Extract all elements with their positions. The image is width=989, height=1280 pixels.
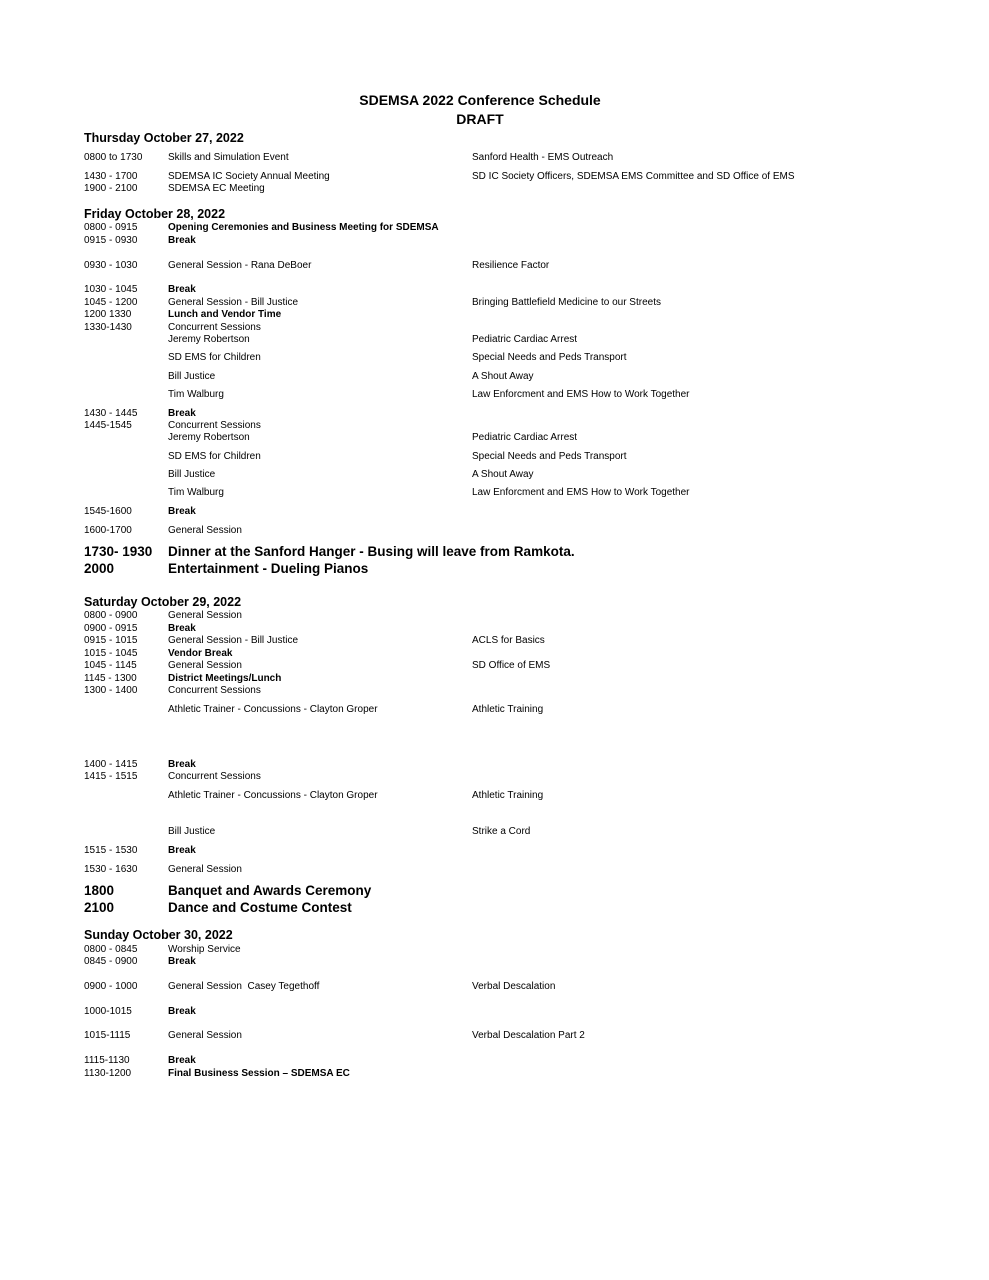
day-heading-thursday: Thursday October 27, 2022 — [84, 131, 244, 145]
schedule-row — [0, 420, 989, 432]
time-cell: 1445-1545 — [84, 420, 132, 431]
schedule-row — [0, 882, 989, 899]
event-cell: Vendor Break — [168, 648, 233, 659]
event-cell: Concurrent Sessions — [168, 322, 261, 333]
event-cell: General Session — [168, 864, 242, 875]
time-cell: 1415 - 1515 — [84, 771, 138, 782]
schedule-row — [0, 1055, 989, 1067]
event-cell: General Session Casey Tegethoff — [168, 981, 320, 992]
event-cell: Skills and Simulation Event — [168, 152, 289, 163]
schedule-row — [0, 1068, 989, 1080]
schedule-row — [0, 759, 989, 771]
schedule-row — [0, 864, 989, 876]
event-cell: General Session — [168, 525, 242, 536]
schedule-row — [0, 704, 989, 716]
event-cell: General Session — [168, 1030, 242, 1041]
time-cell: 1330-1430 — [84, 322, 132, 333]
event-cell: Concurrent Sessions — [168, 771, 261, 782]
schedule-row — [0, 469, 989, 481]
time-cell: 0800 - 0915 — [84, 222, 138, 233]
schedule-row — [0, 648, 989, 660]
time-cell: 1600-1700 — [84, 525, 132, 536]
schedule-row — [0, 899, 989, 916]
event-cell: Break — [168, 1006, 196, 1017]
time-cell: 0930 - 1030 — [84, 260, 138, 271]
event-cell: Tim Walburg — [168, 389, 224, 400]
event-cell: Athletic Trainer - Concussions - Clayton Groper — [168, 704, 378, 715]
time-cell: 0900 - 1000 — [84, 981, 138, 992]
event-cell: District Meetings/Lunch — [168, 673, 282, 684]
time-cell: 1430 - 1700 — [84, 171, 138, 182]
time-cell: 0800 - 0845 — [84, 944, 138, 955]
detail-cell: Pediatric Cardiac Arrest — [472, 432, 578, 443]
event-cell: Break — [168, 845, 196, 856]
time-cell: 1545-1600 — [84, 506, 132, 517]
schedule-row — [0, 352, 989, 364]
schedule-row — [0, 260, 989, 272]
detail-cell: SD Office of EMS — [472, 660, 551, 671]
detail-cell: Special Needs and Peds Transport — [472, 352, 627, 363]
detail-cell: ACLS for Basics — [472, 635, 545, 646]
event-cell: General Session — [168, 660, 242, 671]
detail-cell: Verbal Descalation — [472, 981, 556, 992]
time-cell: 1900 - 2100 — [84, 183, 138, 194]
time-cell: 1015 - 1045 — [84, 648, 138, 659]
time-cell: 1515 - 1530 — [84, 845, 138, 856]
time-cell: 1045 - 1200 — [84, 297, 138, 308]
event-cell: Break — [168, 759, 196, 770]
schedule-row — [0, 487, 989, 499]
schedule-row — [0, 371, 989, 383]
day-heading-sunday: Sunday October 30, 2022 — [84, 928, 233, 942]
event-cell: Tim Walburg — [168, 487, 224, 498]
schedule-row — [0, 322, 989, 334]
schedule-row — [0, 660, 989, 672]
schedule-row — [0, 506, 989, 518]
schedule-row — [0, 944, 989, 956]
schedule-row — [0, 826, 989, 838]
event-cell: SD EMS for Children — [168, 352, 261, 363]
schedule-row — [0, 685, 989, 697]
detail-cell: Athletic Training — [472, 790, 544, 801]
event-cell: Break — [168, 506, 196, 517]
time-cell: 1145 - 1300 — [84, 673, 137, 684]
event-cell: SDEMSA IC Society Annual Meeting — [168, 171, 330, 182]
event-cell: Bill Justice — [168, 826, 216, 837]
detail-cell: Sanford Health - EMS Outreach — [472, 152, 614, 163]
schedule-row — [0, 309, 989, 321]
schedule-row — [0, 956, 989, 968]
time-cell: 1030 - 1045 — [84, 284, 138, 295]
event-cell: Break — [168, 284, 196, 295]
time-cell: 1800 — [84, 883, 115, 898]
day-heading-friday: Friday October 28, 2022 — [84, 207, 226, 221]
page-title: SDEMSA 2022 Conference Schedule — [359, 92, 601, 108]
event-cell: Concurrent Sessions — [168, 685, 261, 696]
event-cell: SDEMSA EC Meeting — [168, 183, 265, 194]
event-cell: Worship Service — [168, 944, 241, 955]
event-cell: Athletic Trainer - Concussions - Clayton Groper — [168, 790, 378, 801]
event-cell: Opening Ceremonies and Business Meeting for SDEMSA — [168, 222, 439, 233]
detail-cell: A Shout Away — [472, 371, 534, 382]
time-cell: 1115-1130 — [84, 1055, 130, 1066]
schedule-row — [0, 235, 989, 247]
time-cell: 0900 - 0915 — [84, 623, 138, 634]
schedule-row — [0, 451, 989, 463]
event-cell: Final Business Session – SDEMSA EC — [168, 1068, 350, 1079]
schedule-row — [0, 183, 989, 195]
schedule-row — [0, 171, 989, 183]
schedule-row — [0, 1006, 989, 1018]
event-cell: Concurrent Sessions — [168, 420, 261, 431]
detail-cell: Bringing Battlefield Medicine to our Streets — [472, 297, 661, 308]
schedule-row — [0, 1030, 989, 1042]
time-cell: 0915 - 1015 — [84, 635, 138, 646]
event-cell: Entertainment - Dueling Pianos — [168, 561, 369, 576]
schedule-row — [0, 222, 989, 234]
event-cell: Jeremy Robertson — [168, 432, 250, 443]
detail-cell: Pediatric Cardiac Arrest — [472, 334, 578, 345]
event-cell: Bill Justice — [168, 371, 216, 382]
schedule-row — [0, 771, 989, 783]
event-cell: Dance and Costume Contest — [168, 900, 352, 915]
detail-cell: Special Needs and Peds Transport — [472, 451, 627, 462]
event-cell: Break — [168, 956, 196, 967]
schedule-row — [0, 152, 989, 164]
time-cell: 2100 — [84, 900, 115, 915]
detail-cell: Resilience Factor — [472, 260, 550, 271]
detail-cell: Verbal Descalation Part 2 — [472, 1030, 585, 1041]
time-cell: 0915 - 0930 — [84, 235, 138, 246]
event-cell: Break — [168, 623, 196, 634]
time-cell: 1130-1200 — [84, 1068, 132, 1079]
schedule-row — [0, 432, 989, 444]
detail-cell: Law Enforcment and EMS How to Work Together — [472, 487, 690, 498]
time-cell: 1015-1115 — [84, 1030, 131, 1041]
detail-cell: SD IC Society Officers, SDEMSA EMS Committee and SD Office of EMS — [472, 171, 795, 182]
event-cell: Banquet and Awards Ceremony — [168, 883, 372, 898]
schedule-row — [0, 981, 989, 993]
schedule-row — [0, 284, 989, 296]
detail-cell: Strike a Cord — [472, 826, 531, 837]
time-cell: 1000-1015 — [84, 1006, 132, 1017]
time-cell: 1400 - 1415 — [84, 759, 138, 770]
schedule-row — [0, 845, 989, 857]
schedule-row — [0, 790, 989, 802]
time-cell: 0845 - 0900 — [84, 956, 138, 967]
event-cell: General Session — [168, 610, 242, 621]
schedule-row — [0, 525, 989, 537]
time-cell: 1045 - 1145 — [84, 660, 137, 671]
time-cell: 0800 to 1730 — [84, 152, 143, 163]
event-cell: Jeremy Robertson — [168, 334, 250, 345]
detail-cell: Law Enforcment and EMS How to Work Together — [472, 389, 690, 400]
schedule-row — [0, 543, 989, 560]
schedule-row — [0, 610, 989, 622]
event-cell: Bill Justice — [168, 469, 216, 480]
event-cell: Lunch and Vendor Time — [168, 309, 282, 320]
schedule-row — [0, 623, 989, 635]
event-cell: General Session - Bill Justice — [168, 297, 299, 308]
day-heading-saturday: Saturday October 29, 2022 — [84, 595, 242, 609]
detail-cell: A Shout Away — [472, 469, 534, 480]
event-cell: Dinner at the Sanford Hanger - Busing will leave from Ramkota. — [168, 544, 575, 559]
event-cell: General Session - Bill Justice — [168, 635, 299, 646]
event-cell: Break — [168, 408, 196, 419]
schedule-row — [0, 408, 989, 420]
draft-label: DRAFT — [456, 111, 504, 127]
time-cell: 1300 - 1400 — [84, 685, 138, 696]
event-cell: Break — [168, 235, 196, 246]
schedule-row — [0, 635, 989, 647]
schedule-row — [0, 673, 989, 685]
time-cell: 1530 - 1630 — [84, 864, 138, 875]
event-cell: SD EMS for Children — [168, 451, 261, 462]
schedule-row — [0, 334, 989, 346]
detail-cell: Athletic Training — [472, 704, 544, 715]
schedule-row — [0, 389, 989, 401]
event-cell: General Session - Rana DeBoer — [168, 260, 312, 271]
event-cell: Break — [168, 1055, 196, 1066]
schedule-row — [0, 297, 989, 309]
time-cell: 1730- 1930 — [84, 544, 153, 559]
time-cell: 2000 — [84, 561, 115, 576]
time-cell: 1430 - 1445 — [84, 408, 138, 419]
time-cell: 0800 - 0900 — [84, 610, 138, 621]
schedule-row — [0, 560, 989, 577]
time-cell: 1200 1330 — [84, 309, 132, 320]
